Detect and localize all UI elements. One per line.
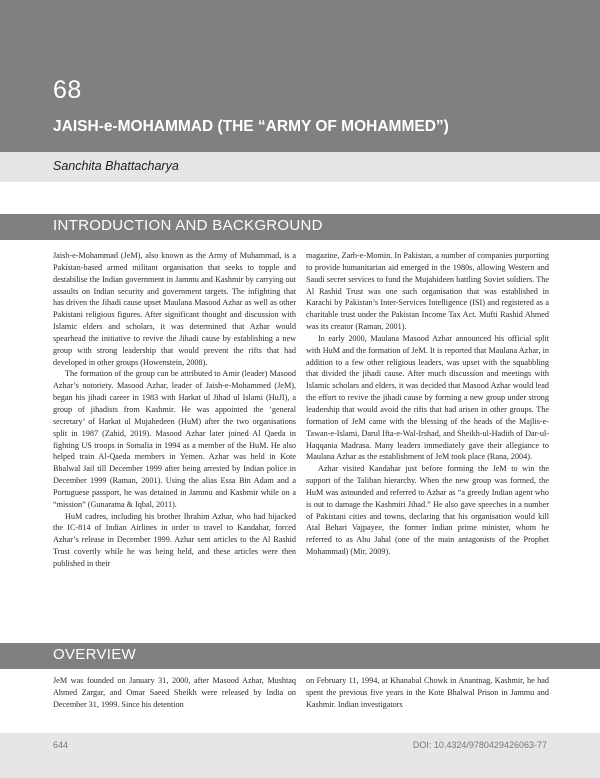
chapter-title: JAISH-e-MOHAMMAD (THE “ARMY OF MOHAMMED”) (53, 118, 449, 135)
intro-right-column (306, 250, 549, 558)
section-title-overview: OVERVIEW (53, 646, 136, 663)
paragraph: The formation of the group can be attributed to Amir (leader) Masood Azhar’s notoriety. Masood Azhar, leader of Jaish-e-Mohammed (JeM), began his jihadi career in 1983 with Harkat ul Jihad ul Islami (HuJI), a group of jihadists from Kashmir. He was appointed the ‘general secretary’ of Harkat ul Mujahedeen (HuM) after the two organisations split in 1987 (Zahid, 2019). Masood Azhar later joined Al Qaeda in fighting US troops in Somalia in 1994 as a member of the HuM. He also helped train Al-Qaeda members in Yemen. Azhar was held in Kote Bhalwal Jail till December 1999 after being arrested by Indian police in December 1999 (Raman, 2001). Using the alias Essa Bin Adam and a Portuguese passport, he was detained in Jammu and Kashmir while on a “mission” (Gunaratna & Iqbal, 2011). (53, 369, 296, 509)
overview-right-column (306, 675, 549, 711)
paragraph: JeM was founded on January 31, 2000, after Masood Azhar, Mushtaq Ahmed Zargar, and Omar Saeed Sheikh were released by India on December 31, 1999. Since his detention (53, 676, 296, 709)
paragraph: magazine, Zarb-e-Momin. In Pakistan, a number of companies purporting to provide humanitarian aid emerged in the 1980s, allowing Western and Saudi secret services to fund the Mujahideen battling Soviet soldiers. The Al Rashid Trust was one such organisation that was established in Karachi by Pakistan’s Inter-Services Intelligence (ISI) and registered as a charitable trust under the Pakistan Income Tax Act. Mufti Rashid Ahmed was its creator (Raman, 2001). (306, 251, 549, 332)
paragraph: Jaish-e-Mohammad (JeM), also known as the Army of Muhammad, is a Pakistan-based armed militant organisation that seeks to topple and destabilise the Indian government in Jammu and Kashmir by carrying out assaults on Indian security and government targets. The infighting that has driven the Jihadi cause upset Maulana Masood Azhar as well as other Pakistani religious figures. After significant thought and discussion with Islamic elders and scholars, it was determined that Azhar would spearhead the initiative to revive the Jihadi cause by establishing a new group with strong leadership that would prevent the rifts that had developed in other groups (Howenstein, 2008). (53, 251, 296, 367)
paragraph: In early 2000, Maulana Masood Azhar announced his official split with HuM and the formation of JeM. It is reported that Maulana Azhar, in addition to a few other religious leaders, was upset with the squabbling that divided the jihadi cause. After much discussion and meetings with Islamic scholars and elders, it was decided that Masood Azhar would lead the effort to revive the jihadi cause by forming a new group under strong leadership that would avoid the rifts that had arisen in other groups. The formation of JeM came with the blessing of the heads of the Majlis-e-Tawan-e-Islami, Darul Ifta-e-Wal-Irshad, and Sheikh-ul-Hadith of Dar-ul-Haqqania Madrasa. Many leaders immediately gave their allegiance to Maulana Azhar as the establishment of JeM took place (Rana, 2004). (306, 333, 549, 462)
page-number: 644 (53, 740, 69, 750)
paragraph: HuM cadres, including his brother Ibrahim Azhar, who had hijacked the IC-814 of Indian Airlines in order to travel to Kandahar, forced Azhar’s release in December 1999. Azhar sent articles to the Al Rashid Trust covertly while he was being held, and these articles were then published in their (53, 511, 296, 568)
intro-left-column (53, 250, 296, 570)
paragraph: on February 11, 1994, at Khanabal Chowk in Anantnag, Kashmir, he had spent the previous five years in the Kote Bhalwal Prison in Jammu and Kashmir. Indian investigators (306, 676, 549, 709)
chapter-number: 68 (53, 76, 82, 104)
section-title-intro: INTRODUCTION AND BACKGROUND (53, 217, 323, 234)
overview-left-column (53, 675, 296, 711)
author-name: Sanchita Bhattacharya (53, 159, 179, 173)
doi: DOI: 10.4324/9780429426063-77 (412, 740, 547, 750)
paragraph: Azhar visited Kandahar just before forming the JeM to win the support of the Taliban hierarchy. When the new group was formed, the HuM was astounded and referred to Azhar as “a greedy Indian agent who is out to damage the Kashmiri Jihad.” He also gave speeches in a number of Pakistani cities and towns, declaring that his organisation would kill Atal Behari Vajpayee, the former Indian prime minister, whom he referred to as Abu Jahal (one of the main antagonists of the Prophet Mohammad) (Mir, 2009). (306, 464, 549, 557)
